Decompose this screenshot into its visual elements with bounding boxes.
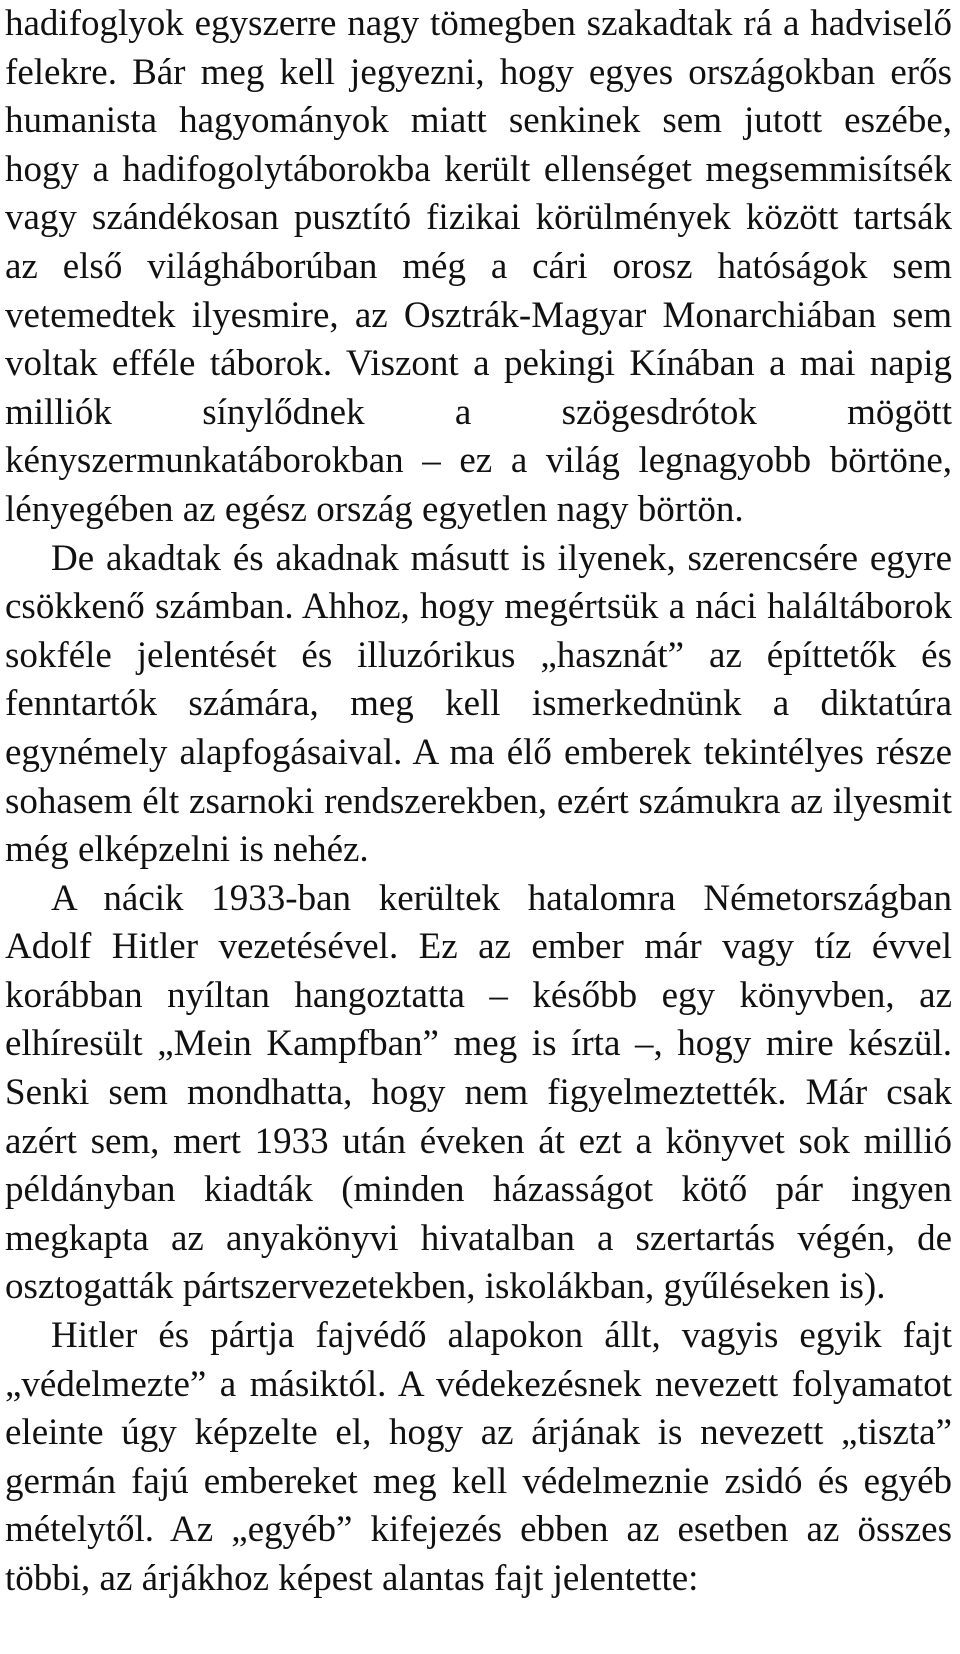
- paragraph-2: De akadtak és akadnak másutt is ilyenek, szerencsére egyre csökkenő számban. Ahhoz, hogy megértsük a náci haláltáborok sokféle jelentését és illuzórikus „hasznát” az építtetők és fenntartók számára, meg kell ismerkednünk a diktatúra egynémely alapfogásaival. A ma élő emberek tekintélyes része sohasem élt zsarnoki rendszerekben, ezért számukra az ilyesmit még elképzelni is nehéz.: [5, 537, 952, 871]
- paragraph-1: hadifoglyok egyszerre nagy tömegben szakadtak rá a hadviselő felekre. Bár meg kell jegyezni, hogy egyes országokban erős humanista hagyományok miatt senkinek sem jutott eszébe, hogy a hadifogolytáborokba került ellenséget megsemmisítsék vagy szándékosan pusztító fizikai körülmények között tartsák az első világháborúban még a cári orosz hatóságok sem vetemedtek ilyesmire, az Osztrák-Magyar Monarchiában sem voltak efféle táborok. Viszont a pekingi Kínában a mai napig milliók sínylődnek a szögesdrótok mögött kényszermunkatáborokban – ez a világ legnagyobb börtöne, lényegében az egész ország egyetlen nagy börtön.: [5, 3, 952, 530]
- paragraph-4: Hitler és pártja fajvédő alapokon állt, vagyis egyik fajt „védelmezte” a másiktól. A védekezésnek nevezett folyamatot eleinte úgy képzelte el, hogy az árjának is nevezett „tiszta” germán fajú embereket meg kell védelmeznie zsidó és egyéb mételytől. Az „egyéb” kifejezés ebben az esetben az összes többi, az árjákhoz képest alantas fajt jelentette:: [5, 1315, 952, 1599]
- paragraph-3: A nácik 1933-ban kerültek hatalomra Németországban Adolf Hitler vezetésével. Ez az ember már vagy tíz évvel korábban nyíltan hangoztatta – később egy könyvben, az elhíresült „Mein Kampfban” meg is írta –, hogy mire készül. Senki sem mondhatta, hogy nem figyelmeztették. Már csak azért sem, mert 1933 után éveken át ezt a könyvet sok millió példányban kiadták (minden házasságot kötő pár ingyen megkapta az anyakönyvi hivatalban a szertartás végén, de osztogatták pártszervezetekben, iskolákban, gyűléseken is).: [5, 877, 952, 1308]
